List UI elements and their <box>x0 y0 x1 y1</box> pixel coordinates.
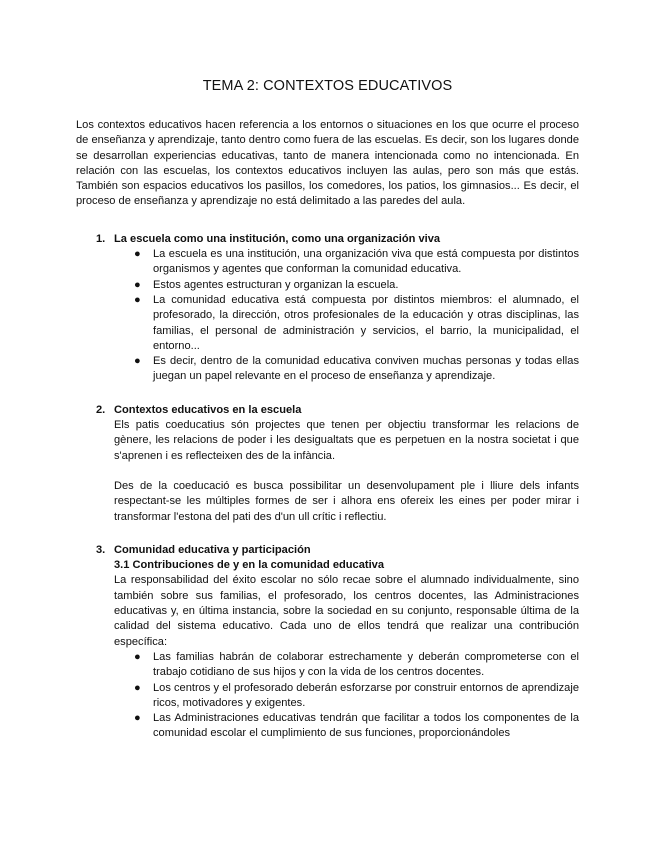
list-item-text: La comunidad educativa está compuesta por distintos miembros: el alumnado, el profesorado, la dirección, otros profesionales de la educación y otras disciplinas, las familias, el personal de administración y servicios, el barrio, la municipalidad, el entorno... <box>153 293 579 352</box>
bullet-icon: ● <box>134 650 141 663</box>
section-title: Comunidad educativa y participación <box>114 543 311 556</box>
section-list <box>76 232 579 742</box>
bullet-list <box>114 247 579 385</box>
list-item <box>134 278 579 293</box>
list-item-text: La escuela es una institución, una organización viva que está compuesta por distintos organismos y agentes que conforman la comunidad educativa. <box>153 248 579 276</box>
section-2 <box>76 403 579 525</box>
section-3 <box>76 543 579 742</box>
section-paragraph: Des de la coeducació es busca possibilitar un desenvolupament ple i lliure dels infants respectant-se les múltiples formes de ser i alhora ens ofereix les eines per poder mirar i transformar l'estona del pati des d'un ull crític i reflectiu. <box>114 479 579 523</box>
section-paragraph: Els patis coeducatius són projectes que tenen per objectiu transformar les relacions de gènere, les relacions de poder i les desigualtats que es perpetuen en la nostra societat i que s'aprenen i es reflecteixen des de la infància. <box>114 419 579 462</box>
section-title: La escuela como una institución, como una organización viva <box>114 232 441 245</box>
section-number: 2. <box>96 403 106 416</box>
list-item <box>134 247 579 278</box>
document-title: TEMA 2: CONTEXTOS EDUCATIVOS <box>202 78 453 94</box>
list-item-text: Las familias habrán de colaborar estrechamente y deberán comprometerse con el trabajo cotidiano de sus hijos y con la vida de los centros docentes. <box>153 650 579 679</box>
bullet-list <box>114 650 579 742</box>
subsection-title: 3.1 Contribuciones de y en la comunidad educativa <box>114 559 385 572</box>
section-1 <box>76 232 579 385</box>
bullet-icon: ● <box>134 278 141 291</box>
section-title: Contextos educativos en la escuela <box>114 403 302 416</box>
bullet-icon: ● <box>134 293 141 306</box>
list-item-text: Estos agentes estructuran y organizan la escuela. <box>153 278 399 291</box>
list-item-text: Las Administraciones educativas tendrán que facilitar a todos los componentes de la comunidad escolar el cumplimiento de sus funciones, proporcionándoles <box>153 712 579 740</box>
section-number: 1. <box>96 232 106 245</box>
list-item <box>134 681 579 712</box>
list-item-text: Es decir, dentro de la comunidad educativa conviven muchas personas y todas ellas juegan un papel relevante en el proceso de enseñanza y aprendizaje. <box>153 355 579 383</box>
bullet-icon: ● <box>134 355 141 368</box>
list-item <box>134 354 579 385</box>
section-number: 3. <box>96 543 106 556</box>
bullet-icon: ● <box>134 712 141 725</box>
section-paragraph: La responsabilidad del éxito escolar no sólo recae sobre el alumnado individualmente, sino también sobre sus familias, el profesorado, los centros docentes, las Administraciones educativas y, en última instancia, sobre la sociedad en su conjunto, responsable última de la calidad del sistema educativo. Cada uno de ellos tendrá que realizar una contribución específica: <box>114 574 579 648</box>
list-item <box>134 650 579 681</box>
list-item-text: Los centros y el profesorado deberán esforzarse por construir entornos de aprendizaje ricos, motivadores y exigentes. <box>153 681 579 709</box>
list-item <box>134 711 579 742</box>
bullet-icon: ● <box>134 681 141 694</box>
intro-paragraph: Los contextos educativos hacen referencia a los entornos o situaciones en los que ocurre el proceso de enseñanza y aprendizaje, tanto dentro como fuera de las escuelas. Es decir, son los lugares donde se desarrollan experiencias educativas, tanto de manera intencionada como no intencionada. En relación con las escuelas, los contextos educativos incluyen las aulas, pero son más que estás. También son espacios educativos los pasillos, los comedores, los patios, los gimnasios... Es decir, el proceso de enseñanza y aprendizaje no está delimitado a las paredes del aula. <box>76 119 579 208</box>
bullet-icon: ● <box>134 248 141 261</box>
list-item <box>134 293 579 354</box>
